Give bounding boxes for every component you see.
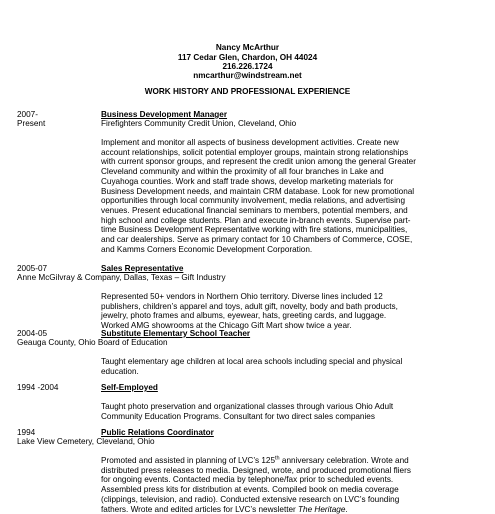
description-text: fathers. Wrote and edited articles for LVC’s newsletter xyxy=(101,504,299,514)
description-line: opportunities through local community involvement, media relations, and advertising xyxy=(101,196,406,206)
job-date-start: 2007- xyxy=(17,110,38,119)
description-line: Worked AMG showrooms at the Chicago Gift Mart show twice a year. xyxy=(101,321,352,331)
job-title: Substitute Elementary School Teacher xyxy=(101,329,251,338)
job-description xyxy=(101,357,431,376)
job-date-end: Present xyxy=(17,119,46,128)
description-line: Implement and monitor all aspects of business development activities. Create new xyxy=(101,138,399,147)
description-line: Taught photo preservation and organizational classes through various Ohio Adult xyxy=(101,402,394,411)
description-line: Cleveland community and within the proximity of all four branches in Lake and xyxy=(101,167,384,177)
description-line xyxy=(101,456,431,466)
job-title: Public Relations Coordinator xyxy=(101,428,214,437)
description-line: high school and college students. Plan and execute in-branch events. Supervise part- xyxy=(101,215,411,225)
job-title: Business Development Manager xyxy=(101,110,228,119)
job-date: 1994 -2004 xyxy=(17,383,59,392)
description-line: account relationships, solicit potential employer groups, maintain strong relationships xyxy=(101,147,409,157)
job-employer: Firefighters Community Credit Union, Cleveland, Ohio xyxy=(101,119,297,128)
job-date: 1994 xyxy=(17,428,36,437)
description-line: and car dealerships. Serve as primary contact for 10 Chambers of Commerce, COSE, xyxy=(101,235,413,245)
description-line: and Kamms Corners Economic Development Corporation. xyxy=(101,244,313,254)
description-line xyxy=(101,505,431,514)
description-line: Cuyahoga counties. Work and staff trade shows, develop marketing materials for xyxy=(101,176,394,186)
applicant-name: Nancy McArthur xyxy=(215,43,280,52)
job-title: Sales Representative xyxy=(101,264,184,273)
description-line: time Business Development Representative working with fire stations, municipalities, xyxy=(101,225,408,235)
job-date: 2004-05 xyxy=(17,329,48,338)
description-line: for ongoing events. Contacted media by telephone/fax prior to scheduled events. xyxy=(101,475,394,485)
section-title: WORK HISTORY AND PROFESSIONAL EXPERIENCE xyxy=(144,87,351,96)
description-line: (clippings, television, and radio). Conducted extensive research on LVC’s founding xyxy=(101,494,400,504)
job-description xyxy=(101,138,431,254)
description-line: education. xyxy=(101,366,139,376)
job-description xyxy=(101,456,431,514)
job-employer: Anne McGilvray & Company, Dallas, Texas – Gift Industry xyxy=(17,273,226,282)
description-line: with current sponsor groups, and represent the credit union among the general Greater xyxy=(101,157,416,167)
job-employer: Geauga County, Ohio Board of Education xyxy=(17,338,168,347)
applicant-phone: 216.226.1724 xyxy=(222,62,273,71)
job-description xyxy=(101,402,431,421)
description-line: Community Education Programs. Consultant for two direct sales companies xyxy=(101,411,375,421)
description-line: Assembled press kits for distribution at events. Compiled book on media coverage xyxy=(101,485,399,495)
job-date: 2005-07 xyxy=(17,264,48,273)
applicant-email: nmcarthur@windstream.net xyxy=(193,71,302,80)
newsletter-title: The Heritage xyxy=(298,504,346,514)
job-title: Self-Employed xyxy=(101,383,158,392)
applicant-address: 117 Cedar Glen, Chardon, OH 44024 xyxy=(177,53,318,62)
description-line: distributed press releases to media. Designed, wrote, and produced promotional fliers xyxy=(101,465,411,475)
description-text: . xyxy=(345,504,348,514)
description-text: anniversary celebration. Wrote and xyxy=(279,456,409,465)
description-line: venues. Present educational financial seminars to members, potential members, and xyxy=(101,205,408,215)
description-line: publishers, children’s apparel and toys, adult gift, novelty, body and bath products, xyxy=(101,301,398,311)
description-line: jewelry, photo frames and albums, eyewear, hats, greeting cards, and luggage. xyxy=(101,311,387,321)
description-line: Business Development needs, and maintain CRM database. Look for new promotional xyxy=(101,186,415,196)
job-description xyxy=(101,292,431,331)
description-line: Taught elementary age children at local area schools including special and physical xyxy=(101,357,403,366)
description-text: Promoted and assisted in planning of LVC’s 125 xyxy=(101,456,276,465)
ordinal-suffix: th xyxy=(275,455,280,462)
description-line: Represented 50+ vendors in Northern Ohio territory. Diverse lines included 12 xyxy=(101,292,383,301)
job-employer: Lake View Cemetery, Cleveland, Ohio xyxy=(17,437,155,446)
